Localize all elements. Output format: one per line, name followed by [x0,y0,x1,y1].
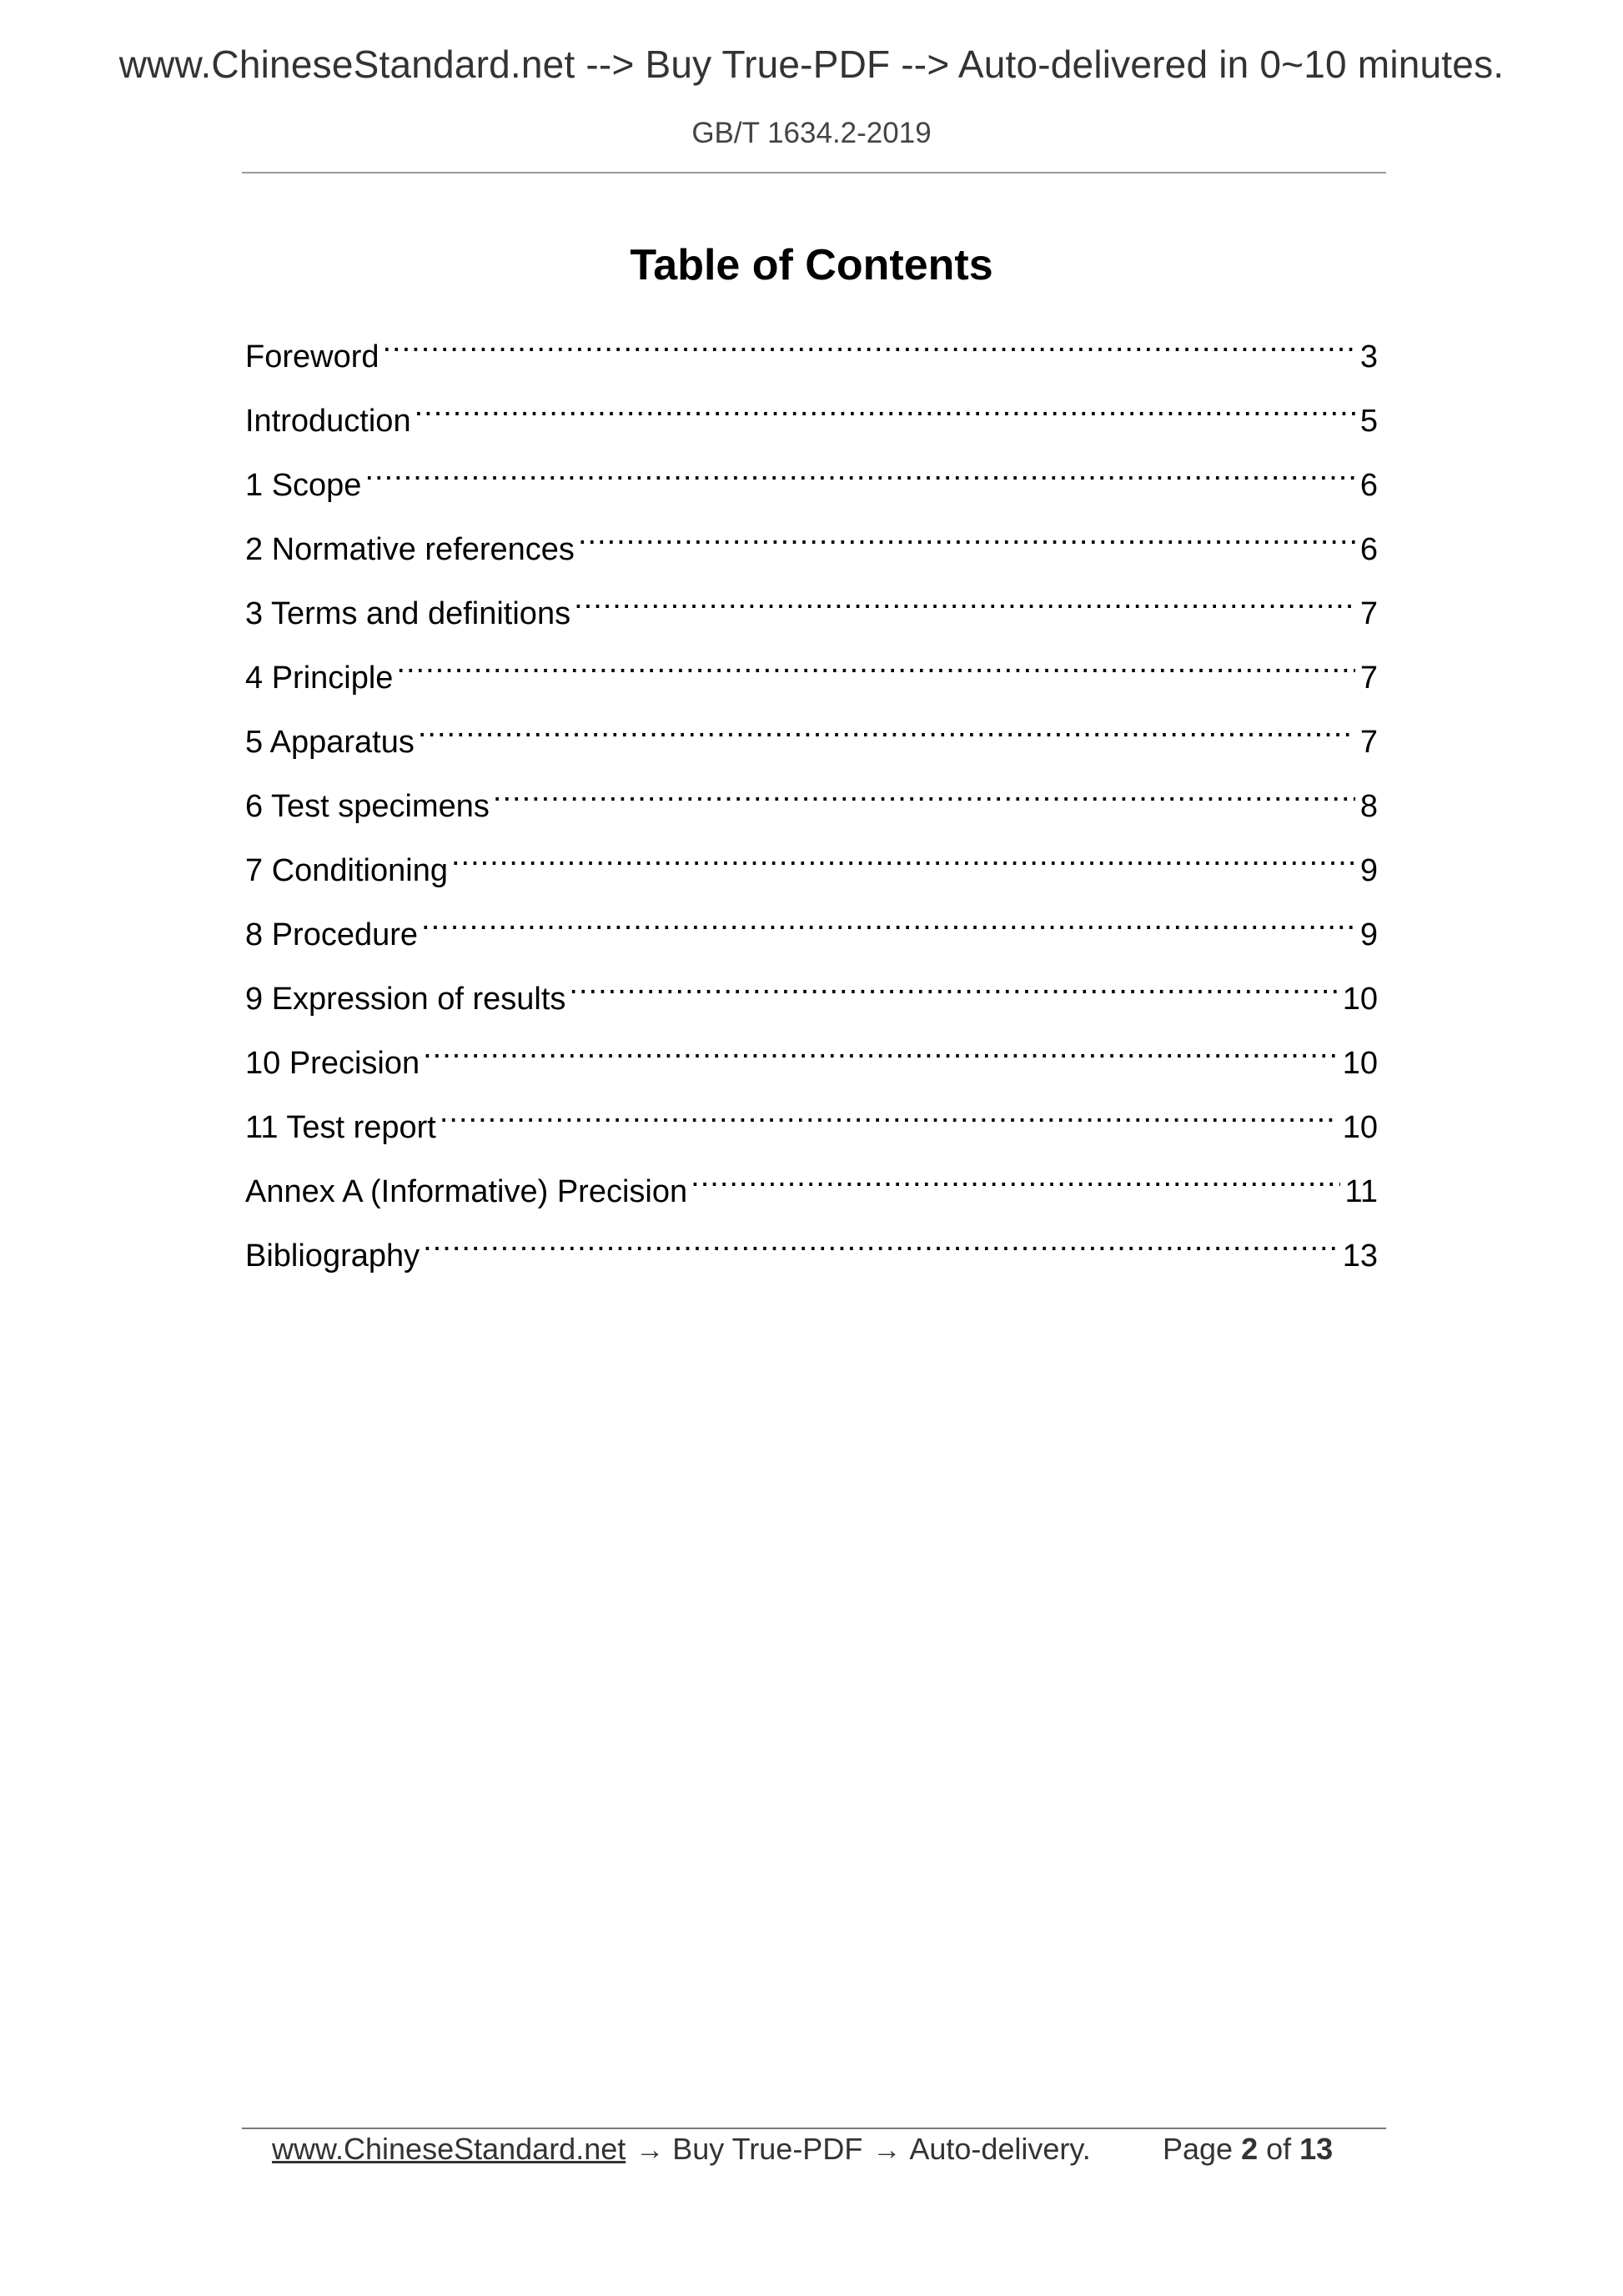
page-indicator [1163,2132,1341,2167]
toc-entry-scope[interactable] [245,444,1378,508]
toc-entry-foreword[interactable] [245,315,1378,379]
toc-entry-page: 9 [1359,853,1378,888]
footer-buy-text: Buy True-PDF [672,2132,863,2166]
toc-entry-test-specimens[interactable] [245,765,1378,829]
toc-dot-leader [565,957,1337,1009]
toc-entry-label: 5 Apparatus [245,725,415,760]
toc-entry-label: Foreword [245,339,379,374]
toc-entry-label: 11 Test report [245,1110,436,1145]
toc-entry-page: 9 [1359,917,1378,952]
document-code: GB/T 1634.2-2019 [691,117,932,149]
toc-dot-leader [411,379,1355,431]
of-word: of [1266,2132,1292,2166]
toc-dot-leader [575,508,1355,560]
toc-dot-leader [379,315,1355,367]
toc-dot-leader [448,829,1355,881]
toc-entry-apparatus[interactable] [245,701,1378,765]
toc-entry-page: 6 [1359,532,1378,567]
toc-entry-introduction[interactable] [245,379,1378,444]
toc-dot-leader [393,636,1354,688]
toc-entry-expression-of-results[interactable] [245,957,1378,1022]
footer-delivery-text: Auto-delivery. [909,2132,1091,2166]
toc-entry-normative-references[interactable] [245,508,1378,572]
toc-dot-leader [415,701,1355,752]
header-divider [242,172,1386,173]
toc-entry-label: Introduction [245,404,411,439]
toc-entry-label: 9 Expression of results [245,982,566,1017]
toc-entry-terms-and-definitions[interactable] [245,572,1378,636]
footer-site-link[interactable]: www.ChineseStandard.net [272,2132,626,2166]
toc-entry-page: 7 [1359,725,1378,760]
toc-dot-leader [687,1150,1339,1202]
toc-entry-bibliography[interactable] [245,1214,1378,1279]
page-title: Table of Contents [630,241,993,289]
toc-entry-label: 7 Conditioning [245,853,448,888]
toc-entry-label: 1 Scope [245,468,362,503]
toc-dot-leader [570,572,1355,624]
toc-entry-annex-a[interactable] [245,1150,1378,1214]
toc-dot-leader [436,1086,1338,1138]
footer-divider [242,2128,1386,2129]
toc-entry-label: Bibliography [245,1238,420,1274]
toc-entry-page: 10 [1342,982,1378,1017]
toc-entry-label: 2 Normative references [245,532,575,567]
toc-entry-precision[interactable] [245,1022,1378,1086]
toc-dot-leader [418,893,1355,945]
page-footer [272,2132,1356,2167]
page-word: Page [1163,2132,1234,2166]
toc-entry-page: 5 [1359,404,1378,439]
toc-entry-page: 13 [1342,1238,1378,1274]
toc-entry-page: 11 [1344,1174,1378,1209]
toc-entry-page: 7 [1359,661,1378,696]
toc-entry-page: 6 [1359,468,1378,503]
toc-list [245,315,1378,1279]
right-arrow-icon: → [872,2134,902,2166]
top-banner: www.ChineseStandard.net --> Buy True-PDF --> Auto-delivered in 0~10 minutes. [118,43,1505,86]
toc-dot-leader [420,1214,1338,1266]
toc-entry-conditioning[interactable] [245,829,1378,893]
toc-entry-principle[interactable] [245,636,1378,701]
toc-entry-page: 8 [1359,789,1378,824]
current-page-number: 2 [1241,2132,1259,2166]
toc-entry-label: Annex A (Informative) Precision [245,1174,688,1209]
total-pages-number: 13 [1299,2132,1334,2166]
toc-entry-label: 6 Test specimens [245,789,490,824]
right-arrow-icon: → [636,2134,665,2166]
toc-entry-label: 4 Principle [245,661,394,696]
toc-entry-page: 3 [1359,339,1378,374]
toc-entry-label: 10 Precision [245,1046,420,1081]
toc-entry-label: 3 Terms and definitions [245,596,571,631]
toc-dot-leader [490,765,1355,816]
toc-entry-label: 8 Procedure [245,917,419,952]
toc-entry-page: 10 [1342,1046,1378,1081]
toc-dot-leader [420,1022,1338,1073]
toc-entry-page: 7 [1359,596,1378,631]
toc-entry-test-report[interactable] [245,1086,1378,1150]
toc-entry-procedure[interactable] [245,893,1378,957]
toc-dot-leader [361,444,1354,495]
toc-entry-page: 10 [1342,1110,1378,1145]
